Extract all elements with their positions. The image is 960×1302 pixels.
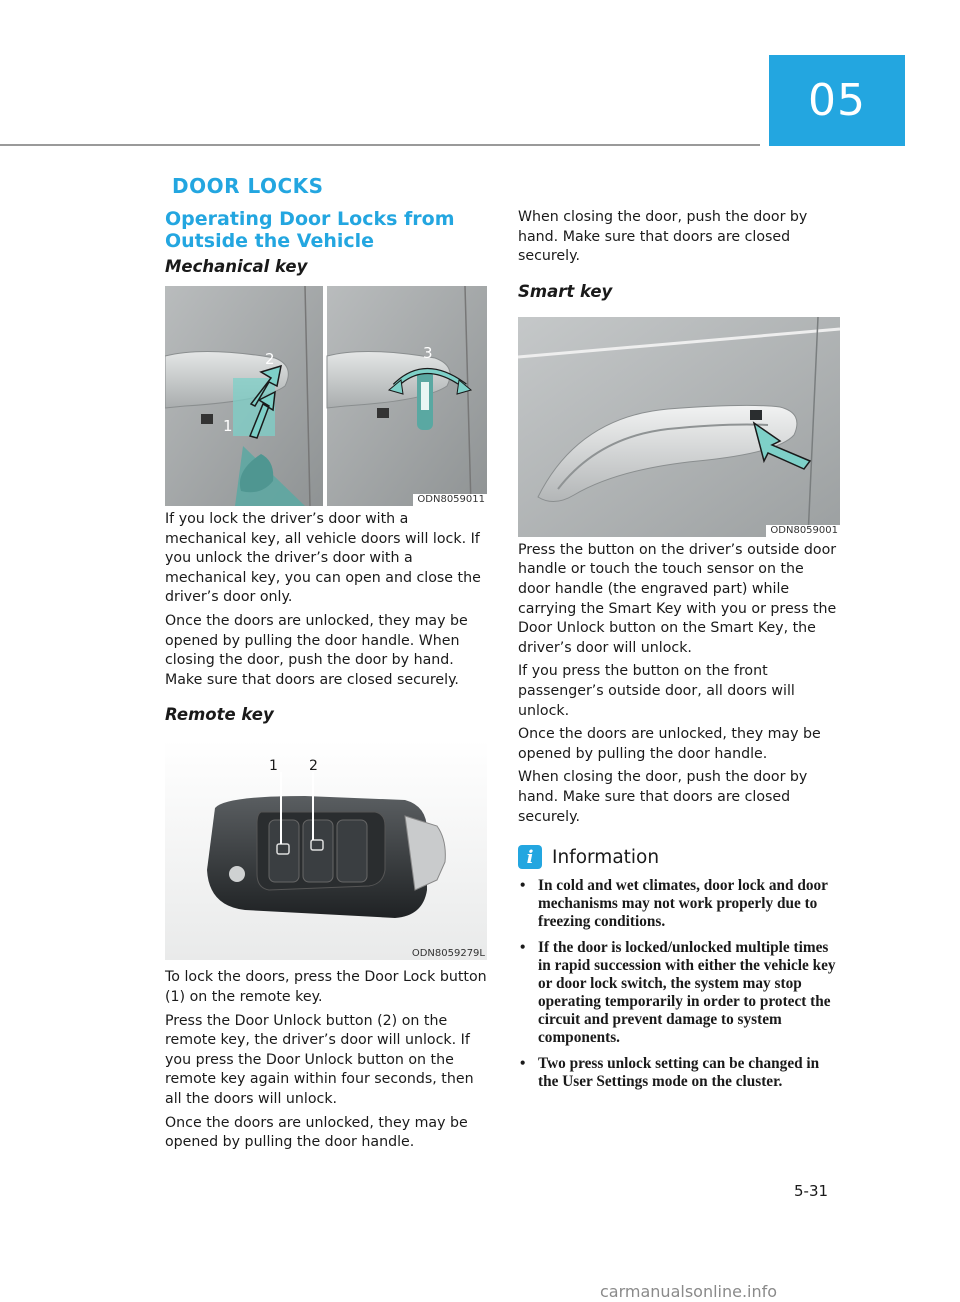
right-column: [518, 208, 840, 1099]
paragraph: Once the doors are unlocked, they may be opened by pulling the door handle.: [165, 1114, 468, 1151]
smart-key-title: Smart key: [518, 281, 613, 301]
watermark: carmanualsonline.info: [600, 1282, 778, 1301]
information-label: Information: [552, 846, 660, 868]
header-rule: [0, 144, 760, 146]
paragraph: Once the doors are unlocked, they may be opened by pulling the door handle.: [518, 726, 821, 762]
figure-code: ODN8059279L: [411, 948, 485, 960]
information-list: [518, 877, 840, 1091]
info-icon: i: [518, 845, 542, 869]
figure-smart-key: [518, 317, 840, 537]
mechanical-key-illustration: [165, 286, 487, 506]
figure-remote-key: [165, 740, 487, 960]
bullet: •: [520, 877, 526, 895]
remote-key-illustration: [165, 740, 487, 960]
bullet: •: [520, 1055, 526, 1073]
left-column: [165, 208, 487, 1153]
callout-3: 3: [423, 344, 433, 362]
paragraph: Once the doors are unlocked, they may be opened by pulling the door handle. When closing the door, push the door by hand. Make sure that doors are closed securely.: [165, 612, 468, 688]
page-number: 5-31: [794, 1182, 829, 1200]
chapter-number: 05: [808, 75, 866, 126]
callout-1: 1: [223, 417, 233, 435]
paragraph: When closing the door, push the door by hand. Make sure that doors are closed securely.: [518, 769, 808, 825]
section-title: DOOR LOCKS: [172, 174, 324, 198]
heading-line-1: Operating Door Locks from: [165, 208, 455, 230]
bullet: •: [520, 939, 526, 957]
figure-code: ODN8059001: [766, 525, 840, 537]
callout-2: 2: [309, 758, 318, 775]
heading-line-2: Outside the Vehicle: [165, 230, 375, 252]
figure-code: ODN8059011: [413, 494, 487, 506]
information-header: [518, 845, 840, 869]
paragraph: When closing the door, push the door by hand. Make sure that doors are closed securely.: [518, 209, 808, 265]
list-item: • Two press unlock setting can be changed in the User Settings mode on the cluster.: [520, 1055, 820, 1091]
paragraph: If you press the button on the front passenger’s outside door, all doors will unlock.: [518, 663, 795, 719]
callout-2: 2: [265, 350, 275, 368]
callout-1: 1: [269, 758, 278, 775]
smart-key-illustration: [518, 317, 840, 537]
paragraph: To lock the doors, press the Door Lock button (1) on the remote key.: [165, 969, 487, 1005]
list-item: • If the door is locked/unlocked multiple times in rapid succession with either the vehicle key or door lock switch, the system may stop operating temporarily in order to protect the circuit and prevent damage to system components.: [520, 939, 836, 1047]
paragraph: If you lock the driver’s door with a mechanical key, all vehicle doors will lock. If you unlock the driver’s door with a mechanical key, you can open and close the driver’s door only.: [165, 511, 481, 606]
remote-key-title: Remote key: [165, 705, 274, 725]
list-item: • In cold and wet climates, door lock and door mechanisms may not work properly due to freezing conditions.: [520, 877, 828, 931]
chapter-tab: [769, 55, 905, 146]
paragraph: Press the Door Unlock button (2) on the remote key, the driver’s door will unlock. If you press the Door Unlock button on the remote key again within four seconds, then all the doors will unlock.: [165, 1012, 474, 1107]
paragraph: Press the button on the driver’s outside door handle or touch the touch sensor on the door handle (the engraved part) while carrying the Smart Key with you or press the Door Unlock button on the Smart Key, the driver’s door will unlock.: [518, 541, 837, 656]
mechanical-key-title: Mechanical key: [165, 257, 308, 276]
figure-mechanical-key: [165, 286, 487, 506]
